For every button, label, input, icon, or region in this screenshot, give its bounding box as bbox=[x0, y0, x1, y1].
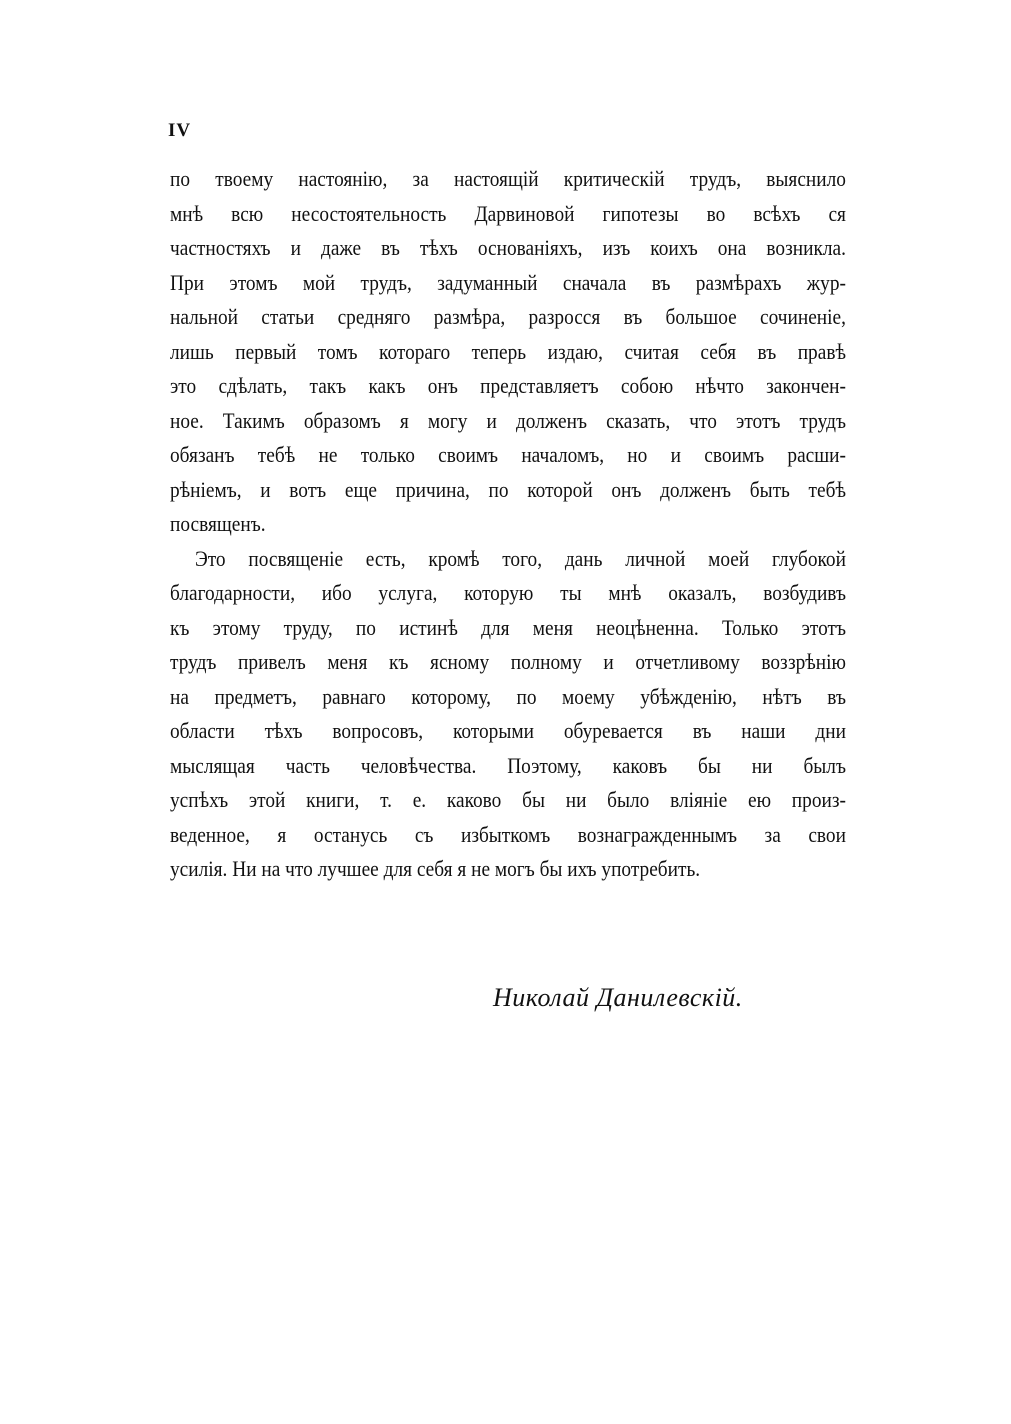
page-number: IV bbox=[168, 120, 192, 141]
text-line: трудъ привелъ меня къ ясному полному и отчетливому воззрѣнію bbox=[170, 649, 846, 674]
text-line: успѣхъ этой книги, т. е. каково бы ни было вліяніе ею произ- bbox=[170, 787, 846, 812]
author-signature: Николай Данилевскій. bbox=[493, 983, 743, 1012]
text-line: При этомъ мой трудъ, задуманный сначала въ размѣрахъ жур- bbox=[170, 269, 846, 295]
text-line: нальной статьи средняго размѣра, разросся въ большое сочиненіе, bbox=[170, 304, 846, 329]
text-line: по твоему настоянію, за настоящій критическій трудъ, выяснило bbox=[170, 166, 846, 191]
paragraph-1 bbox=[170, 162, 846, 542]
text-line: лишь первый томъ котораго теперь издаю, считая себя въ правѣ bbox=[170, 338, 846, 364]
text-line: мыслящая часть человѣчества. Поэтому, каковъ бы ни былъ bbox=[170, 752, 846, 778]
text-line: мнѣ всю несостоятельность Дарвиновой гипотезы во всѣхъ ся bbox=[170, 200, 846, 226]
text-line: это сдѣлать, такъ какъ онъ представляетъ собою нѣчто закончен- bbox=[170, 373, 846, 398]
text-line: частностяхъ и даже въ тѣхъ основаніяхъ, изъ коихъ она возникла. bbox=[170, 235, 846, 260]
text-line: ное. Такимъ образомъ я могу и долженъ сказать, что этотъ трудъ bbox=[170, 407, 846, 433]
text-line: обязанъ тебѣ не только своимъ началомъ, но и своимъ расши- bbox=[170, 442, 846, 467]
paragraph-2 bbox=[170, 542, 846, 887]
text-line: области тѣхъ вопросовъ, которыми обуревается въ наши дни bbox=[170, 718, 846, 743]
text-line: рѣніемъ, и вотъ еще причина, по которой онъ долженъ быть тебѣ bbox=[170, 476, 846, 502]
text-line: усилія. Ни на что лучшее для себя я не могъ бы ихъ употребить. bbox=[170, 856, 701, 881]
text-line: Это посвященіе есть, кромѣ того, дань личной моей глубокой bbox=[194, 545, 846, 571]
body-text bbox=[170, 162, 846, 887]
text-line: посвященъ. bbox=[170, 511, 266, 536]
text-line: къ этому труду, по истинѣ для меня неоцѣненна. Только этотъ bbox=[170, 614, 846, 640]
text-line: веденное, я останусь съ избыткомъ вознагражденнымъ за свои bbox=[170, 821, 846, 847]
text-line: на предметъ, равнаго которому, по моему убѣжденію, нѣтъ въ bbox=[170, 683, 846, 709]
text-line: благодарности, ибо услуга, которую ты мнѣ оказалъ, возбудивъ bbox=[170, 580, 846, 605]
